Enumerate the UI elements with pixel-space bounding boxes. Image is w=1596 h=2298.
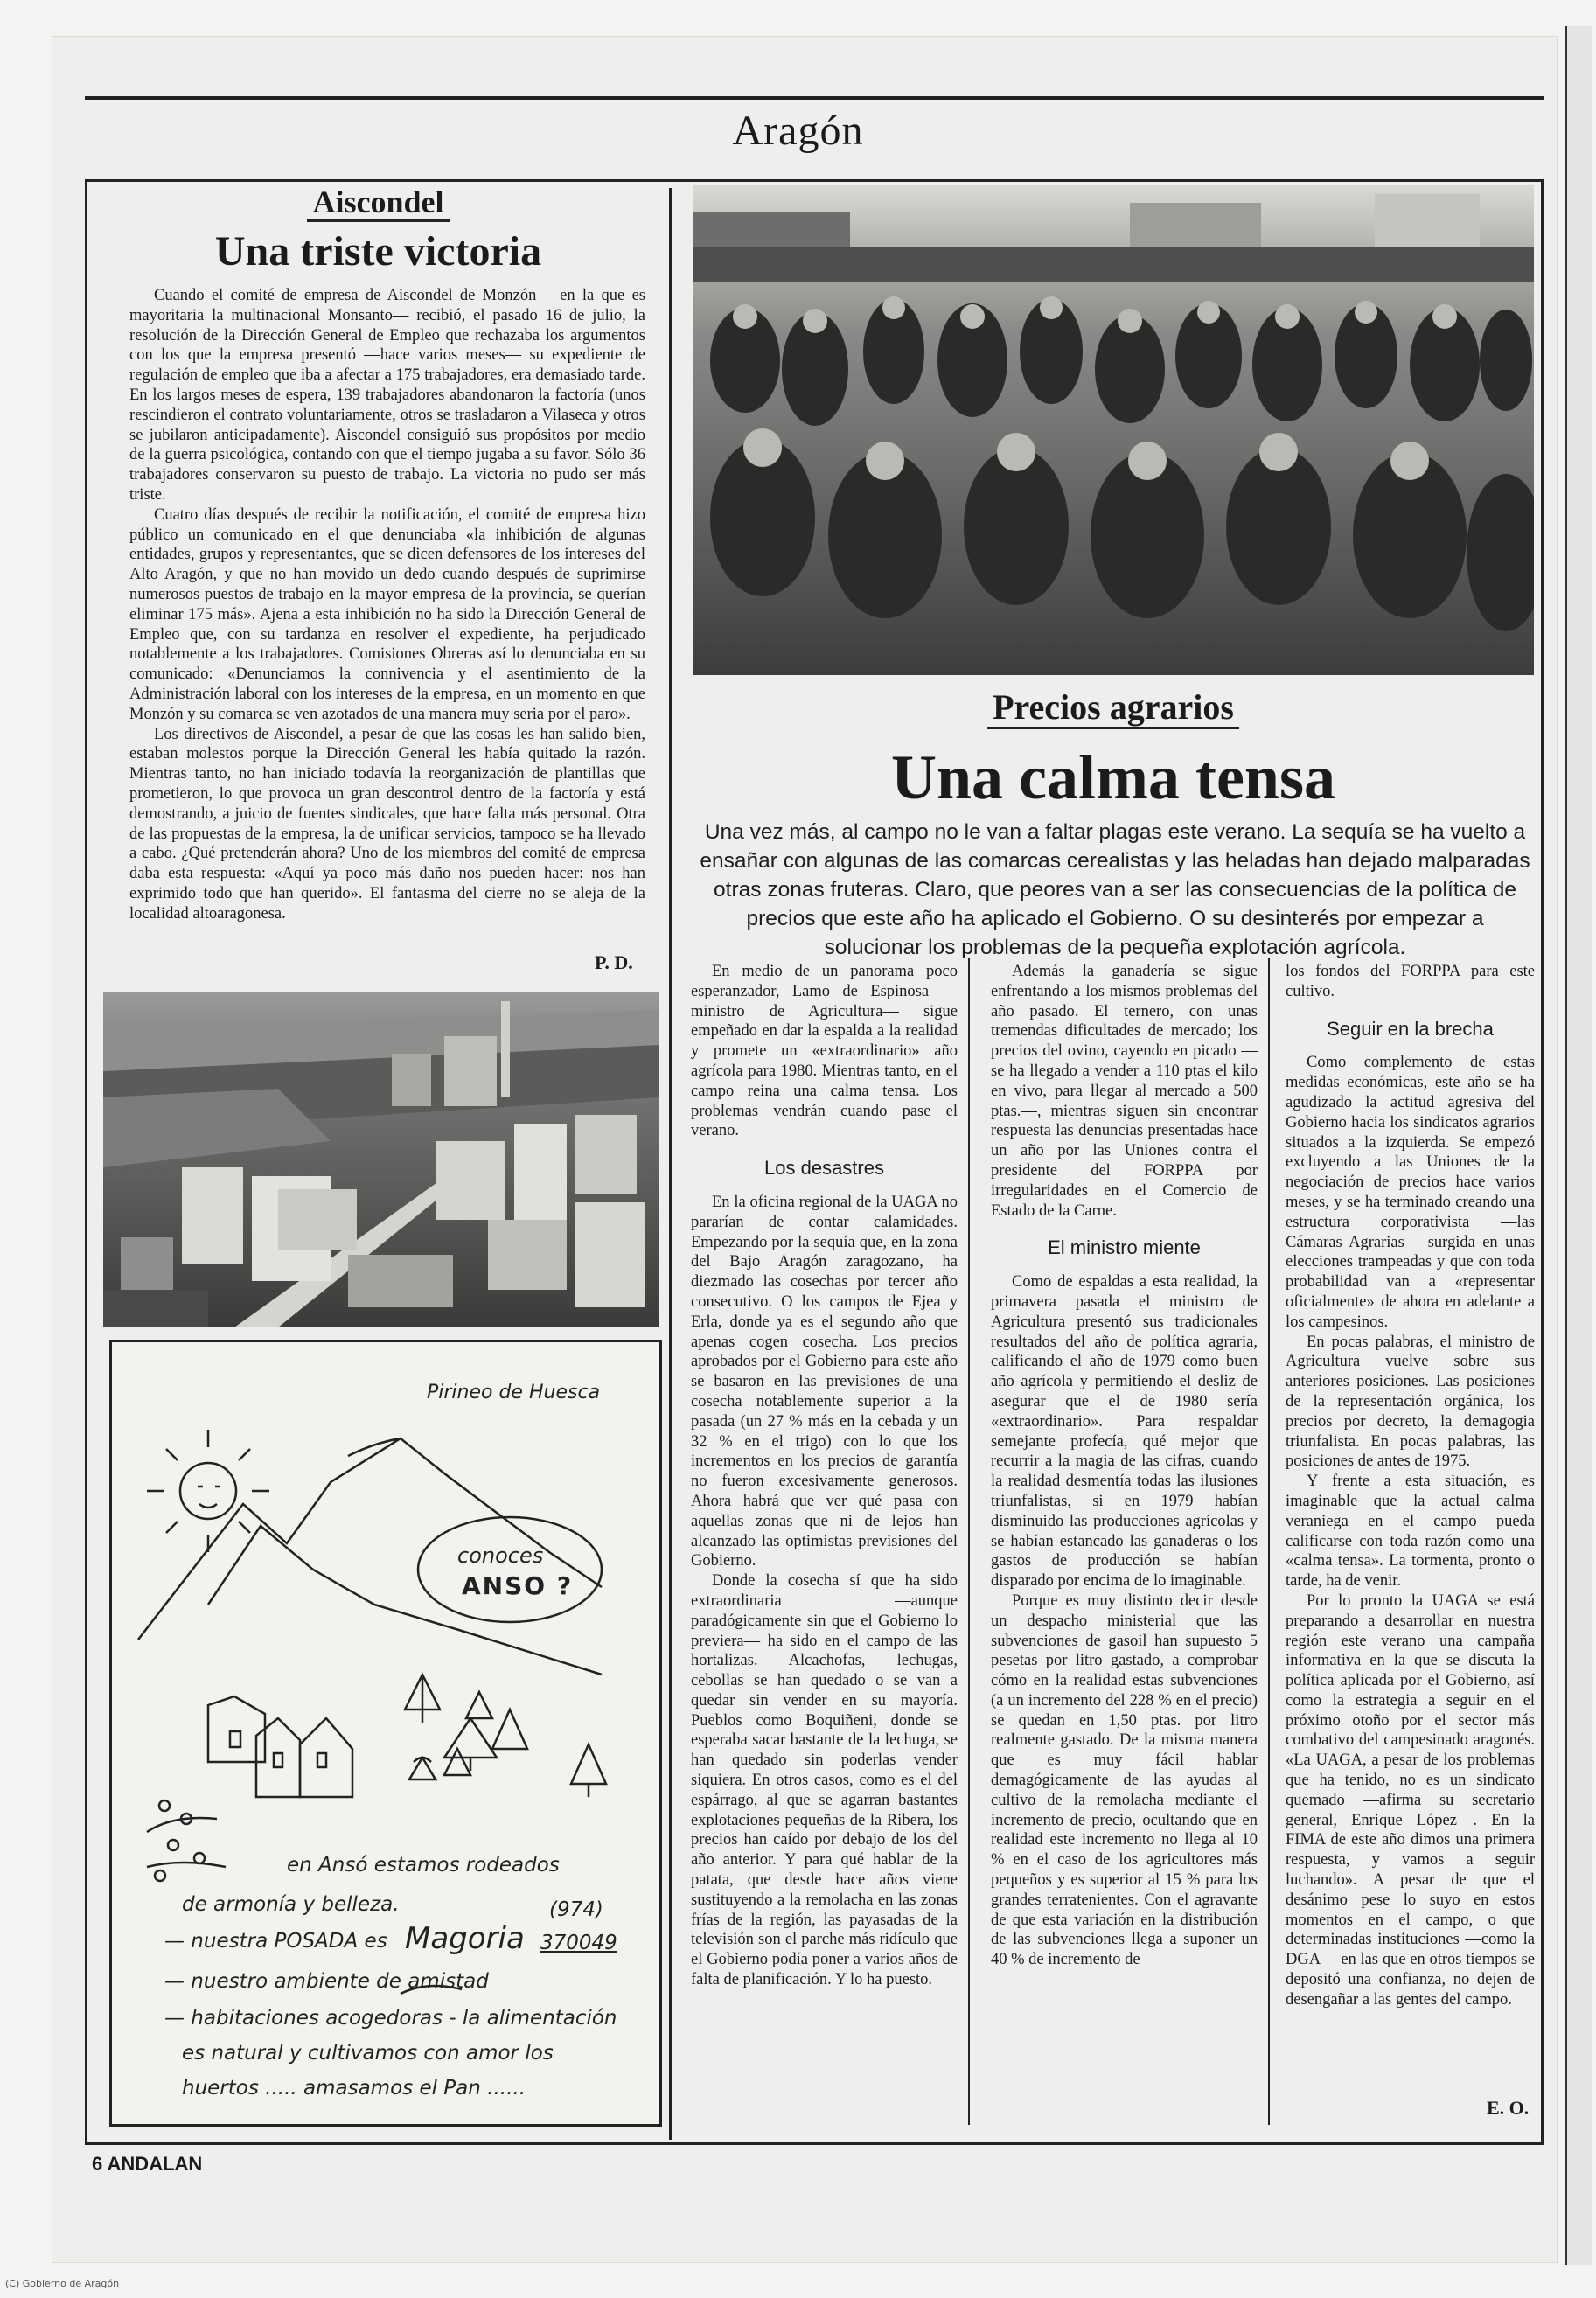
paragraph: Los directivos de Aiscondel, a pesar de que las cosas les han salido bien, estaban molestos porque la Dirección General les había quitado la razón. Mientras tanto, no han iniciado todavía la reorganización de plantillas que prometieron, lo que provoca un gran descontrol dentro de la factoría y está demostrando, a juicio de fuentes sindicales, que hace falta más personal. Otra de las propuestas de la empresa, la de unificar servicios, tampoco se ha llevado a cabo. ¿Qué pretenderán ahora? Uno de los miembros del comité de empresa daba esta respuesta: «Aquí ya poco más daño nos pueden hacer: nos han exprimido todo que han querido». El fantasma del cierre no se aleja de la localidad altoaragonesa.: [129, 725, 645, 923]
paragraph: Por lo pronto la UAGA se está preparando a desarrollar en nuestra región este verano una campaña informativa en la que se discuta la política aplicada por el Gobierno, así como la estrategia a seguir en el próximo otoño por el sector más combativo del campesinado aragonés. «La UAGA, a pesar de los problemas que ha tenido, no es un sindicato quemado —afirma su secretario general, Enrique López—. En la FIMA de este año dimos una primera respuesta, y vamos a seguir luchando». A pesar de que el desánimo pese lo suyo en estos momentos en el campo, o que determinadas instituciones —como la DGA— en las que en otros tiempos se depositó una confianza, no dejen de desengañar a las gentes del campo.: [1286, 1591, 1535, 2009]
column-divider: [669, 188, 672, 2140]
paragraph: En medio de un panorama poco esperanzador, Lamo de Espinosa —ministro de Agricultura— sigue empeñado en dar la espalda a la realidad y promete un «extraordinario» año agrícola para 1980. Mientras tanto, en el campo reina una calma tensa. Los problemas vendrán cuando pase el verano.: [691, 963, 958, 1140]
ad-phone-prefix: (974): [549, 1898, 603, 1921]
article-column-2: [991, 962, 1258, 1970]
ad-line: — habitaciones acogedoras - la alimentación: [164, 2007, 617, 2030]
ad-phone-number: 370049: [540, 1932, 617, 1954]
paragraph: Porque es muy distinto decir desde un despacho ministerial que las subvenciones de gasoil han supuesto 5 pesetas por litro gastado, a comprobar cómo en la realidad estas subvenciones (a un incremento del 228 % en el precio) se quedan en 1,50 ptas. por litro realmente gastado. De la misma manera que es muy fácil hablar demagógicamente de las ayudas al cultivo de la remolacha mediante el incremento de precio, ocultando que en realidad este incremento no llega al 10 % en el caso de los agricultores más pequeños y es superior al 15 % para los grandes terratenientes. Con el agravante de que esta variación en la distribución de las subvenciones llega a suponer un 40 % de incremento de: [991, 1591, 1258, 1969]
byline-signature: E. O.: [1487, 2097, 1530, 2119]
ad-posada-name: Magoria: [405, 1921, 525, 1956]
article-lead: Una vez más, al campo no le van a faltar plagas este verano. La sequía se ha vuelto a ensañar con algunas de las comarcas cerealistas y las heladas han dejado malparadas otras zonas fruteras. Claro, que peores van a ser las consecuencias de la política de precios que este año ha aplicado el Gobierno. O su desinterés por empezar a solucionar los problemas de la pequeña explotación agrícola.: [700, 820, 1530, 959]
paragraph: En la oficina regional de la UAGA no pararían de contar calamidades. Empezando por la sequía que, en la zona del Bajo Aragón zaragozano, ha diezmado las cosechas por tercer año consecutivo. O los campos de Ejea y Erla, donde ya es el segundo año que apenas cogen cosecha. Los precios aprobados por el Gobierno para este año se basaron en las previsiones de una cosecha notablemente superior a la pasada (un 27 % más en la cebada y un 32 % en el trigo) con lo que los incrementos en los precios de garantía no fueron excesivamente generosos. Ahora habrá que ver qué pasa con aquellas zonas que ni de lejos han alcanzado las optimistas previsiones del Gobierno.: [691, 1193, 958, 1570]
page-footer: 6 ANDALAN: [92, 2153, 203, 2175]
ad-line: en Ansó estamos rodeados: [287, 1854, 560, 1877]
paragraph: Cuando el comité de empresa de Aiscondel de Monzón —en la que es mayoritaria la multinacional Monsanto— recibió, el pasado 16 de julio, la resolución de la Dirección General de Empleo que rechazaba los argumentos con los que la empresa presentó —hace varios meses— su expediente de regulación de empleo que iba a afectar a 175 trabajadores, era demasiado tarde. En los largos meses de espera, 139 trabajadores abandonaron la factoría (unos rescindieron el contrato voluntariamente, otros se trasladaron a Vilaseca y otros se jubilaron anticipadamente). Aiscondel consiguió sus propósitos por medio de la guerra psicológica, contando con que el tiempo jugaba a su favor. Sólo 36 trabajadores conservaron su puesto de trabajo. La victoria no pudo ser más triste.: [129, 287, 645, 504]
section-title: Aragón: [732, 108, 864, 154]
byline-signature: P. D.: [595, 951, 633, 973]
aerial-photo-illustration: [103, 992, 659, 1327]
ad-bubble-ansó: ANSO ?: [462, 1571, 574, 1600]
adjacent-page-edge: [1565, 26, 1592, 2265]
paragraph: Como de espaldas a esta realidad, la primavera pasada el ministro de Agricultura presentó sus tradicionales resultados del año de política agraria, calificando el año de 1979 como buen año agrícola y permitiendo el desliz de asegurar que el de 1980 sería «extraordinario». Para respaldar semejante profecía, qué mejor que recurrir a la magia de las cifras, cuando la realidad desmentía todas las ilusiones triunfalistas, si en 1979 habían disminuido las producciones agrícolas y se habían estancado las ganaderas o los gastos de producción se habían disparado por encima de lo imaginable.: [991, 1273, 1258, 1591]
advertisement-posada-magoria: [109, 1340, 662, 2127]
ad-line: — nuestro ambiente de amistad: [164, 1970, 489, 1993]
column-divider: [968, 958, 970, 2125]
column-divider: [1268, 958, 1270, 2125]
article-kicker: Aiscondel: [96, 184, 660, 220]
ad-bubble-text: conoces: [457, 1543, 544, 1568]
subheading: Los desastres: [764, 1157, 884, 1180]
paragraph: Además la ganadería se sigue enfrentando a los mismos problemas del año pasado. El ternero, con unas tremendas dificultades de mercado; los precios del ovino, cayendo en picado —se ha llegado a vender a 110 ptas el kilo en vivo, para llegar al mercado a 500 ptas.—, mientras siguen sin encontrar respuesta las denuncias presentadas hace un año por las Uniones contra el presidente del FORPPA por irregularidades en el Comercio de Estado de la Carne.: [991, 963, 1258, 1220]
ad-title: Pirineo de Huesca: [427, 1382, 601, 1403]
ad-line: de armonía y belleza.: [182, 1893, 400, 1916]
subheading: Seguir en la brecha: [1327, 1017, 1494, 1040]
paragraph: Y frente a esta situación, es imaginable que la actual calma veraniega en el campo pueda calificarse con toda razón como una «calma tensa». La tormenta, pronto o tarde, ha de venir.: [1286, 1473, 1535, 1591]
paragraph: los fondos del FORPPA para este cultivo.: [1286, 963, 1535, 1000]
article-column-1: [691, 962, 958, 1990]
paragraph: Donde la cosecha sí que ha sido extraordinaria —aunque paradógicamente sin que el Gobierno lo previera— ha sido en el campo de las hortalizas. Alcachofas, lechugas, cebollas se han quedado o se van a quedar sin vender en su mayoría. Pueblos como Boquiñeni, donde se esperaba sacar bastante de la lechuga, se han quedado sin poderlas vender siquiera. En otros casos, como es el del espárrago, al que se agarran bastantes explotaciones pequeñas de la Ribera, los precios han caído por debajo de los del año anterior. Y para qué hablar de la patata, que desde hace años viene sustituyendo a la remolacha en las zonas frías de la región, las payasadas de la televisión son el parche más ridículo que el Gobierno podía poner a varios años de falta de planificación. Y lo ha puesto.: [691, 1572, 958, 1989]
paragraph: Como complemento de estas medidas económicas, este año se ha agudizado la actitud agresiva del Gobierno hacia los sindicatos agrarios situados a la izquierda. Se empezó excluyendo a las Uniones de la negociación de precios hace varios meses, y se ha terminado creando una estructura corporativista —las Cámaras Agrarias— surgida en unas elecciones trampeadas y que con toda probabilidad van a «representar oficialmente» de ahora en adelante a los campesinos.: [1286, 1054, 1535, 1331]
article-column-3: [1286, 962, 1535, 2010]
ad-line: — nuestra POSADA es: [164, 1930, 387, 1953]
paragraph: Cuatro días después de recibir la notificación, el comité de empresa hizo público un comunicado en el que denunciaba «la inhibición de algunas entidades, grupos y representantes, que se dicen defensores de los intereses del Alto Aragón, y que no han movido un dedo cuando después de suprimirse numerosos puestos de trabajo en la mayor empresa de la provincia, se querían eliminar 175 más». Ajena a esta inhibición no ha sido la Dirección General de Empleo que, con su tardanza en resolver el expediente, ha perjudicado notablemente a los trabajadores. Comisiones Obreras así lo denunciaba en su comunicado: «Denunciamos la connivencia y el asentimiento de la Administración laboral con los intereses de la empresa, en un momento en que Monzón y su comarca se ven azotados de una manera muy seria por el paro».: [129, 505, 645, 723]
article-kicker: Precios agrarios: [693, 686, 1534, 728]
subheading: El ministro miente: [1048, 1236, 1201, 1259]
article-body: [129, 286, 645, 924]
paragraph: En pocas palabras, el ministro de Agricultura vuelve sobre sus anteriores posiciones. Las posiciones de la representación orgánica, los precios por decreto, la demagogia triunfalista. En pocas palabras, las posiciones de antes de 1975.: [1286, 1333, 1535, 1471]
article-headline: Una triste victoria: [214, 228, 542, 275]
copyright-credit: (C) Gobierno de Aragón: [5, 2278, 120, 2289]
ad-line: huertos ..... amasamos el Pan ......: [182, 2077, 526, 2100]
aerial-town-photo: [103, 992, 659, 1327]
article-headline: Una calma tensa: [891, 742, 1335, 812]
farmers-assembly-photo: [693, 185, 1534, 675]
crowd-photo-illustration: [693, 185, 1534, 675]
header-rule: [85, 96, 1544, 100]
ad-line: es natural y cultivamos con amor los: [182, 2042, 554, 2065]
